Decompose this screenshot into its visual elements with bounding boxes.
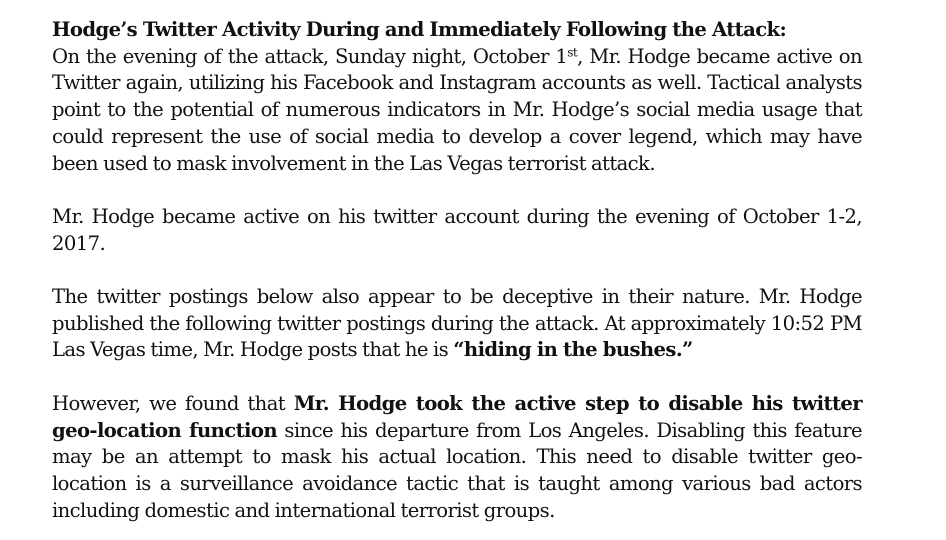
bold-quote: “hiding in the bushes.” [453, 338, 693, 362]
section-heading: Hodge’s Twitter Activity During and Immediately Following the Attack: [52, 18, 787, 41]
bold-finding: Mr. Hodge took the active step to disable his twitter geo-location function [52, 391, 862, 442]
paragraph-text-end: since his departure from Los Angeles. Disabling this feature may be an attempt to mask his actual location. This need to disable twitter geo-location is a surveillance avoidance tactic that is taught among various bad actors including domestic and international terrorist groups. [52, 418, 862, 522]
paragraph-twitter-activity-date [52, 204, 862, 257]
intro-text-end: , Mr. Hodge became active on Twitter again, utilizing his Facebook and Instagram accounts as well. Tactical analysts point to the potential of numerous indicators in Mr. Hodge’s social media usage that could represent the use of social media to develop a cover legend, which may have been used to mask involvement in the Las Vegas terrorist attack. [52, 44, 862, 175]
paragraph-geo-location [52, 391, 862, 525]
paragraph-text-start: However, we found that [52, 391, 294, 415]
paragraph-text: Mr. Hodge became active on his twitter account during the evening of October 1-2, 2017. [52, 204, 862, 255]
paragraph-spacer [52, 364, 862, 391]
paragraph-deceptive-postings [52, 284, 862, 364]
paragraph-spacer [52, 177, 862, 204]
intro-text-start: On the evening of the attack, Sunday night, October 1 [52, 44, 568, 68]
paragraph-text: The twitter postings below also appear to be deceptive in their nature. Mr. Hodge published the following twitter postings during the attack. At approximately 10:52 PM Las Vegas time, Mr. Hodge posts that he is [52, 285, 862, 362]
document-page [52, 17, 862, 524]
paragraph-spacer [52, 257, 862, 284]
paragraph-intro [52, 17, 862, 177]
ordinal-suffix: st [567, 45, 578, 60]
